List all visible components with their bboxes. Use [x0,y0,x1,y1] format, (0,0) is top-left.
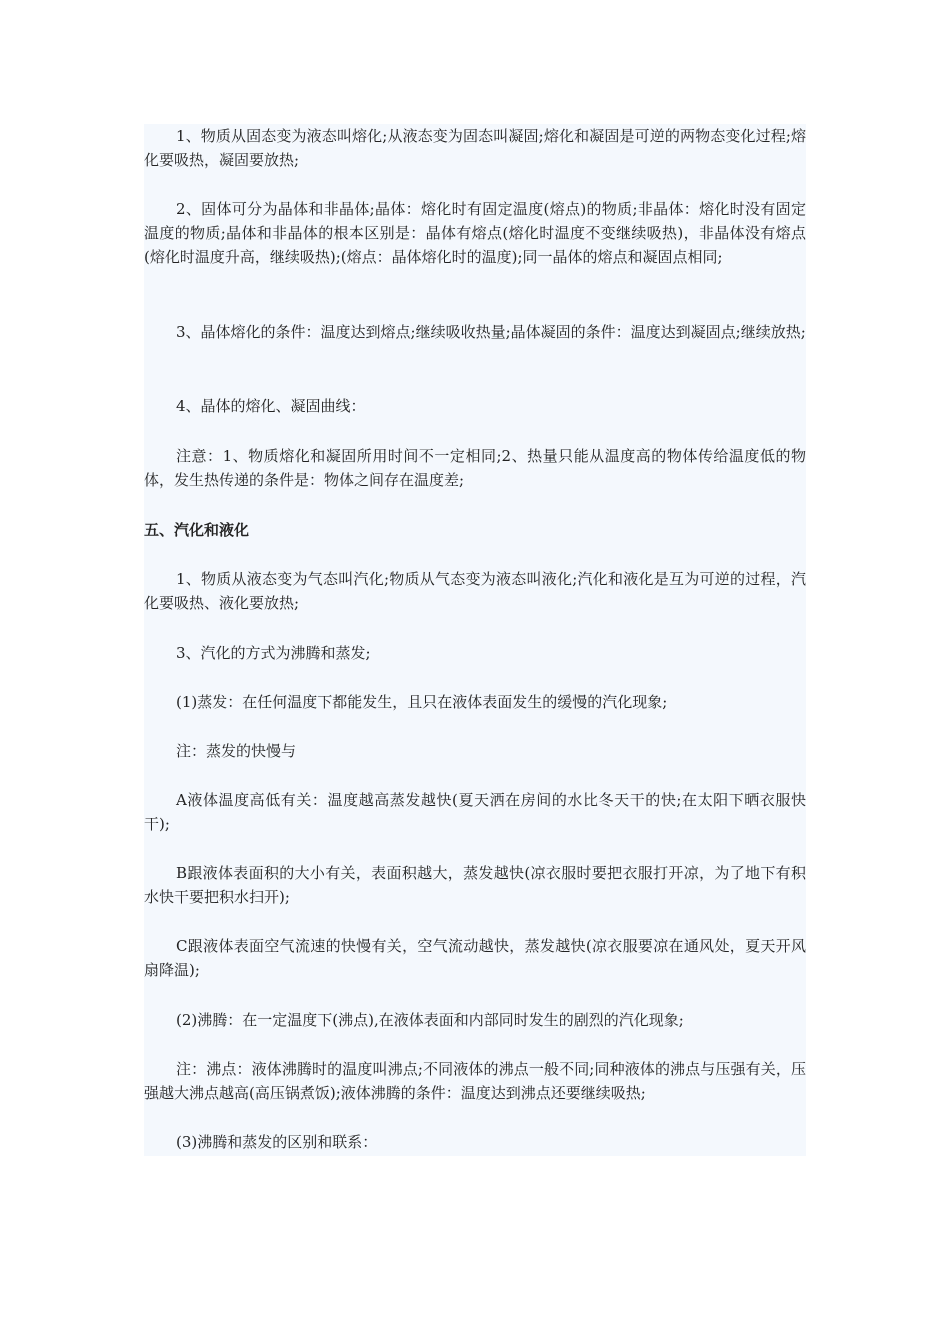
paragraph-factor-b: B跟液体表面积的大小有关，表面积越大，蒸发越快(凉衣服时要把衣服打开凉，为了地下有积水快干要把积水扫开); [144,864,806,906]
paragraph-boiling-vs-evaporation: (3)沸腾和蒸发的区别和联系： [176,1133,378,1151]
paragraph-crystal-curve: 4、晶体的熔化、凝固曲线： [176,397,366,415]
paragraph-vaporization-definition: 1、物质从液态变为气态叫汽化;物质从气态变为液态叫液化;汽化和液化是互为可逆的过程，汽化要吸热、液化要放热; [144,570,806,612]
paragraph-evaporation: (1)蒸发：在任何温度下都能发生，且只在液体表面发生的缓慢的汽化现象; [176,693,668,711]
document-content [144,124,806,1156]
paragraph-vaporization-methods: 3、汽化的方式为沸腾和蒸发; [176,644,371,662]
paragraph-factor-c: C跟液体表面空气流速的快慢有关，空气流动越快，蒸发越快(凉衣服要凉在通风处，夏天开风扇降温); [144,937,806,979]
paragraph-crystal-types: 2、固体可分为晶体和非晶体;晶体：熔化时有固定温度(熔点)的物质;非晶体：熔化时没有固定温度的物质;晶体和非晶体的根本区别是：晶体有熔点(熔化时温度不变继续吸热)，非晶体没有熔点(熔化时温度升高，继续吸热);(熔点：晶体熔化时的温度);同一晶体的熔点和凝固点相同; [144,200,806,266]
paragraph-factor-a: A液体温度高低有关：温度越高蒸发越快(夏天洒在房间的水比冬天干的快;在太阳下晒衣服快干); [144,791,806,833]
paragraph-melting-definition: 1、物质从固态变为液态叫熔化;从液态变为固态叫凝固;熔化和凝固是可逆的两物态变化过程;熔化要吸热，凝固要放热; [144,127,806,169]
paragraph-note-heat: 注意：1、物质熔化和凝固所用时间不一定相同;2、热量只能从温度高的物体传给温度低的物体，发生热传递的条件是：物体之间存在温度差; [144,447,806,489]
paragraph-boiling: (2)沸腾：在一定温度下(沸点),在液体表面和内部同时发生的剧烈的汽化现象; [176,1011,684,1029]
section-heading-vaporization: 五、汽化和液化 [144,521,250,539]
paragraph-crystal-conditions: 3、晶体熔化的条件：温度达到熔点;继续吸收热量;晶体凝固的条件：温度达到凝固点;继续放热; [176,323,806,341]
paragraph-boiling-note: 注：沸点：液体沸腾时的温度叫沸点;不同液体的沸点一般不同;同种液体的沸点与压强有关，压强越大沸点越高(高压锅煮饭);液体沸腾的条件：温度达到沸点还要继续吸热; [144,1060,806,1102]
paragraph-evaporation-note: 注：蒸发的快慢与 [176,742,297,760]
